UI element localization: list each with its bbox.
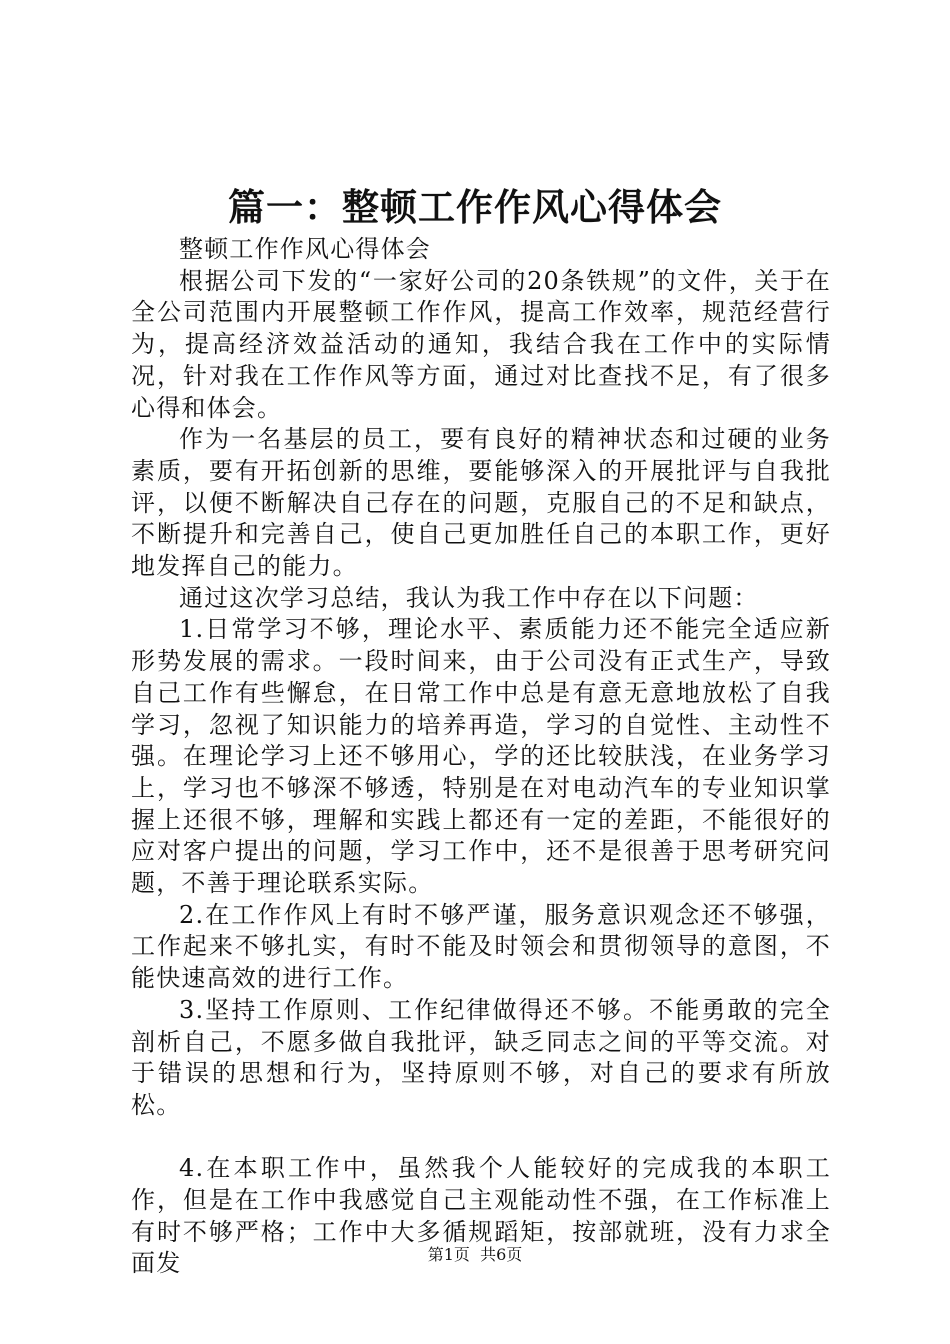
paragraph-employee-role: 作为一名基层的员工，要有良好的精神状态和过硬的业务素质，要有开拓创新的思维，要能够深入的开展批评与自我批评，以便不断解决自己存在的问题，克服自己的不足和缺点，不断提升和完善自己，使自己更加胜任自己的本职工作，更好地发挥自己的能力。	[131, 425, 831, 581]
paragraph-problem-3: 3.坚持工作原则、工作纪律做得还不够。不能勇敢的完全剖析自己，不愿多做自我批评，缺乏同志之间的平等交流。对于错误的思想和行为，坚持原则不够，对自己的要求有所放松。	[131, 995, 831, 1119]
paragraph-problems-lead: 通过这次学习总结，我认为我工作中存在以下问题：	[179, 583, 759, 612]
document-body	[131, 234, 831, 1280]
paragraph-subtitle: 整顿工作作风心得体会	[179, 235, 431, 263]
document-title: 篇一：整顿工作作风心得体会	[228, 186, 722, 229]
page-total: 共6页	[480, 1245, 523, 1264]
paragraph-problem-2: 2.在工作作风上有时不够严谨，服务意识观念还不够强，工作起来不够扎实，有时不能及时领会和贯彻领导的意图，不能快速高效的进行工作。	[131, 900, 831, 993]
paragraph-problem-4: 4.在本职工作中，虽然我个人能较好的完成我的本职工作，但是在工作中我感觉自己主观能动性不强，在工作标准上有时不够严格；工作中大多循规蹈矩，按部就班，没有力求全面发	[131, 1154, 831, 1278]
page-number: 第1页	[427, 1245, 470, 1264]
page-footer	[0, 1245, 950, 1265]
paragraph-problem-1: 1.日常学习不够，理论水平、素质能力还不能完全适应新形势发展的需求。一段时间来，由于公司没有正式生产，导致自己工作有些懈怠，在日常工作中总是有意无意地放松了自我学习，忽视了知识能力的培养再造，学习的自觉性、主动性不强。在理论学习上还不够用心，学的还比较肤浅，在业务学习上，学习也不够深不够透，特别是在对电动汽车的专业知识掌握上还很不够，理解和实践上都还有一定的差距，不能很好的应对客户提出的问题，学习工作中，还不是很善于思考研究问题，不善于理论联系实际。	[131, 615, 831, 898]
paragraph-intro: 根据公司下发的“一家好公司的20条铁规”的文件，关于在全公司范围内开展整顿工作作风，提高工作效率，规范经营行为，提高经济效益活动的通知，我结合我在工作中的实际情况，针对我在工作作风等方面，通过对比查找不足，有了很多心得和体会。	[131, 266, 831, 422]
